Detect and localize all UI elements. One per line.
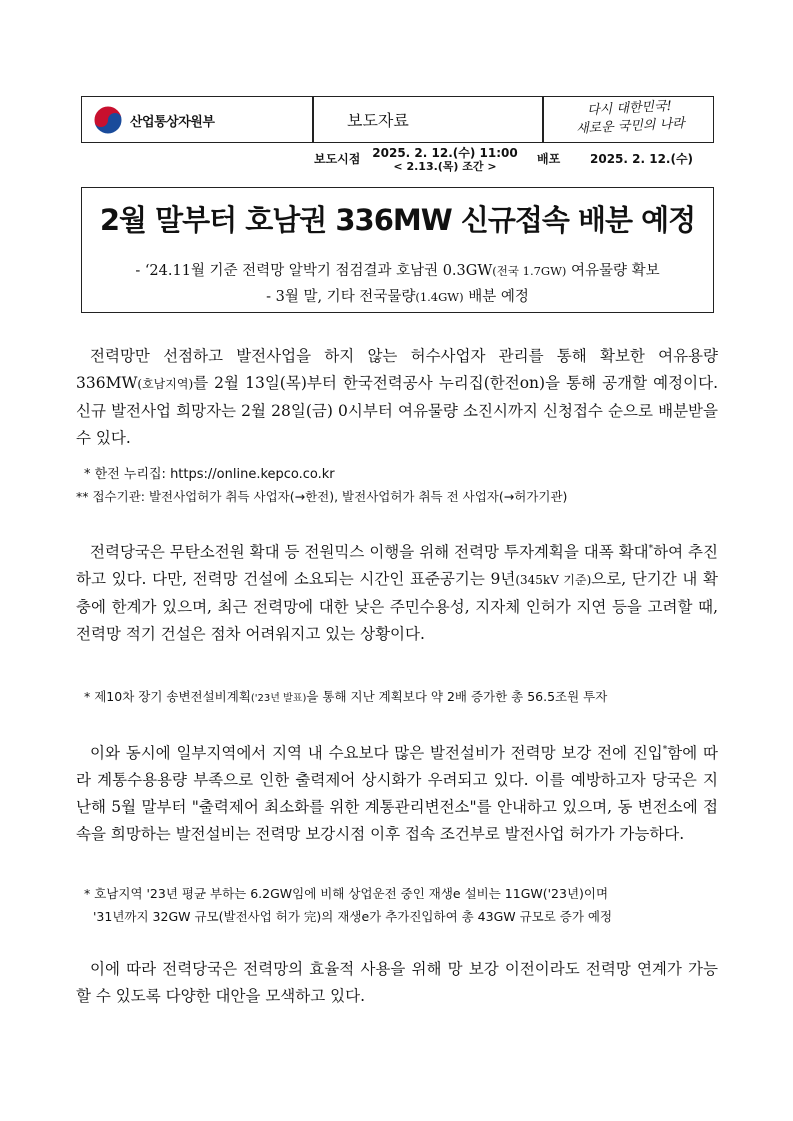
title-box bbox=[81, 187, 714, 313]
ministry-name: 산업통상자원부 bbox=[130, 114, 215, 130]
paragraph-3-footnote-mark: * bbox=[662, 745, 668, 755]
subtitle-2-tail: 배분 예정 bbox=[463, 289, 529, 305]
embargo-value: 2025. 2. 12.(수) 11:00 bbox=[372, 146, 518, 160]
footnote-honam-forecast: '31년까지 32GW 규모(발전사업 허가 完)의 재생e가 추가진입하여 총 43GW 규모로 증가 예정 bbox=[93, 909, 613, 924]
slogan-line-1: 다시 대한민국! bbox=[586, 98, 673, 119]
subtitle-1-text: - ‘24.11월 기준 전력망 알박기 점검결과 호남권 0.3GW bbox=[135, 263, 493, 279]
subtitle-2 bbox=[82, 285, 713, 306]
header-divider bbox=[312, 97, 314, 142]
paragraph-4: 이에 따라 전력당국은 전력망의 효율적 사용을 위해 망 보강 이전이라도 전력망 연계가 가능할 수 있도록 다양한 대안을 모색하고 있다. bbox=[76, 960, 718, 1005]
distribution-label: 배포 bbox=[537, 152, 561, 166]
subtitle-2-text: - 3월 말, 기타 전국물량 bbox=[266, 289, 416, 305]
paragraph-3 bbox=[76, 737, 718, 848]
header-divider bbox=[542, 97, 544, 142]
paragraph-3-text-b: 함에 따라 계통수용용량 부족으로 인한 출력제어 상시화가 우려되고 있다. 이를 예방하고자 당국은 지난해 5월 말부터 "출력제어 최소화를 위한 계통관리변전소"를 안내하고 있으며, 동 변전소에 접속을 희망하는 발전설비는 전력망 보강시점 이후 접속 조건부로 발전사업 허가가 가능하다. bbox=[76, 744, 718, 844]
footnote-3-paren: ('23년 발표) bbox=[250, 693, 307, 704]
footnote-3-text-a: * 제10차 장기 송변전설비계획 bbox=[84, 689, 251, 704]
footnote-honam-load: * 호남지역 '23년 평균 부하는 6.2GW임에 비해 상업운전 중인 재생e 설비는 11GW('23년)이며 bbox=[84, 886, 609, 901]
subtitle-1-paren: (전국 1.7GW) bbox=[492, 264, 567, 278]
main-title: 2월 말부터 호남권 336MW 신규접속 배분 예정 bbox=[99, 203, 696, 237]
paragraph-3-text-a: 이와 동시에 일부지역에서 지역 내 수요보다 많은 발전설비가 전력망 보강 전에 진입 bbox=[90, 744, 663, 763]
paragraph-2-text-c: 으로, 단기간 내 확충에 한계가 있으며, 최근 전력망에 대한 낮은 주민수용성, 지자체 인허가 지연 등을 고려할 때, 전력망 적기 건설은 점차 어려워지고 있는 상황이다. bbox=[76, 570, 718, 644]
footnote-3-text-b: 을 통해 지난 계획보다 약 2배 증가한 총 56.5조원 투자 bbox=[306, 689, 608, 704]
embargo-label: 보도시점 bbox=[314, 152, 361, 166]
footnote-receiving-agency: ** 접수기관: 발전사업허가 취득 사업자(→한전), 발전사업허가 취득 전 사업자(→허가기관) bbox=[76, 489, 568, 504]
taegeuk-emblem-icon bbox=[92, 104, 124, 136]
paragraph-1 bbox=[76, 343, 718, 452]
subtitle-1-tail: 여유물량 확보 bbox=[566, 263, 660, 279]
slogan bbox=[549, 96, 711, 140]
release-type: 보도자료 bbox=[347, 111, 409, 130]
footnote-transmission-plan bbox=[84, 687, 607, 705]
header-box bbox=[81, 96, 714, 143]
footnote-kepco-url: * 한전 누리집: https://online.kepco.co.kr bbox=[84, 467, 335, 482]
paragraph-2-text-a: 전력당국은 무탄소전원 확대 등 전원믹스 이행을 위해 전력망 투자계획을 대폭 확대 bbox=[90, 543, 649, 562]
subtitle-2-paren: (1.4GW) bbox=[415, 290, 464, 304]
ministry-logo bbox=[92, 103, 214, 137]
timing-row bbox=[0, 146, 793, 173]
slogan-line-2: 새로운 국민의 나라 bbox=[575, 116, 686, 137]
paragraph-2-paren: (345kV 기준) bbox=[515, 573, 592, 588]
paragraph-2-footnote-mark: * bbox=[648, 544, 654, 554]
paragraph-1-text-b: 를 2월 13일(목)부터 한국전력공사 누리집(한전on)을 통해 공개할 예정이다. 신규 발전사업 희망자는 2월 28일(금) 0시부터 여유물량 소진시까지 신청접수 순으로 배분받을 수 있다. bbox=[76, 374, 718, 447]
paragraph-1-paren: (호남지역) bbox=[137, 377, 194, 391]
embargo-sub: < 2.13.(목) 조간 > bbox=[393, 160, 497, 173]
paragraph-2 bbox=[76, 536, 718, 648]
subtitle-1 bbox=[82, 259, 713, 280]
paragraph-1-text-a: 전력망만 선점하고 발전사업을 하지 않는 허수사업자 관리를 통해 확보한 여유용량 336MW bbox=[76, 347, 718, 392]
paragraph-2-text-b: 하여 추진하고 있다. 다만, 전력망 건설에 소요되는 시간인 표준공기는 9년 bbox=[76, 543, 718, 589]
distribution-value: 2025. 2. 12.(수) bbox=[590, 152, 694, 166]
